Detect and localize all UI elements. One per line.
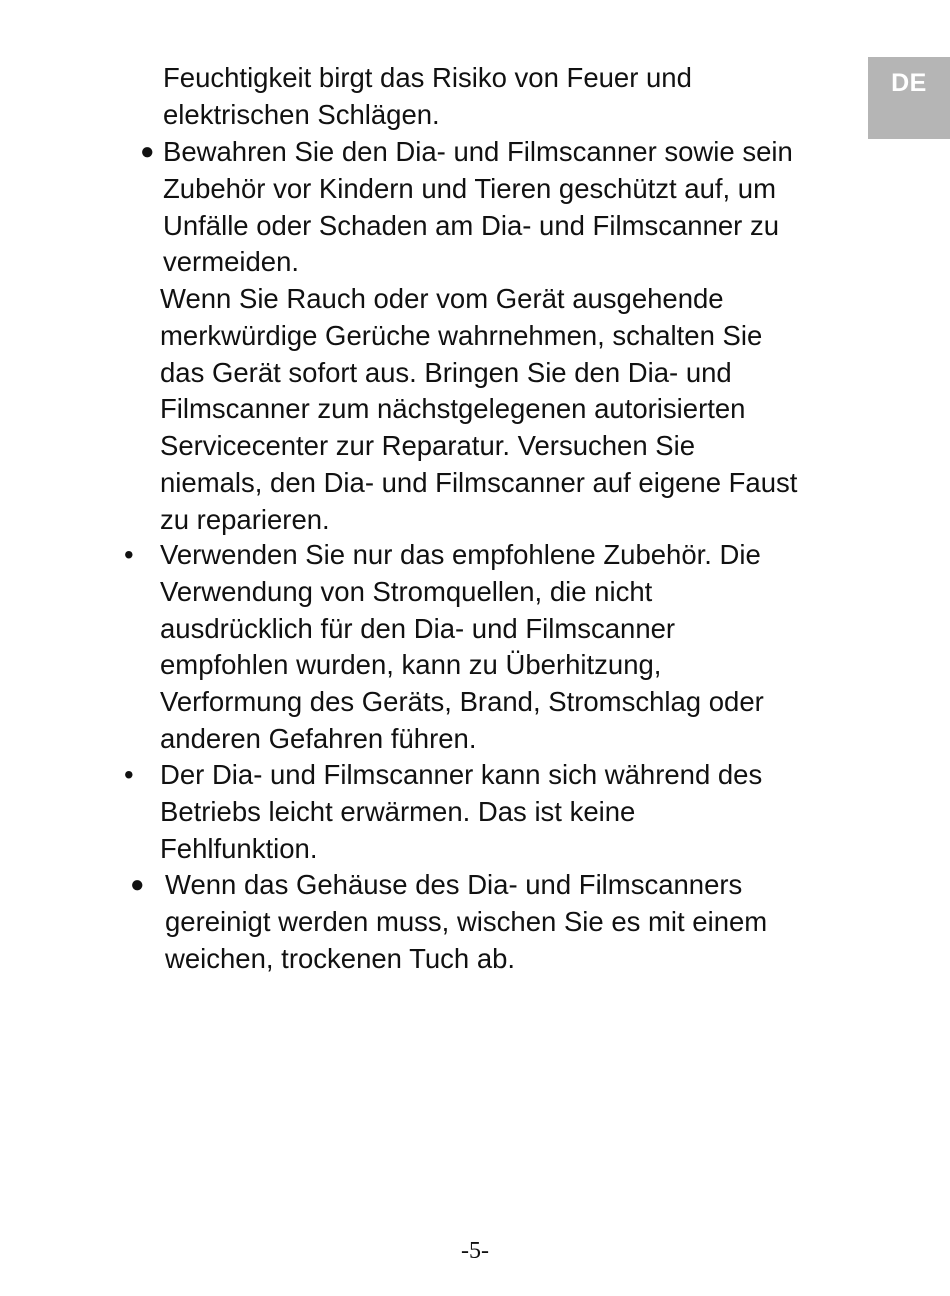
text-line: Unfälle oder Schaden am Dia- und Filmscanner zu <box>163 209 779 241</box>
text-line: Verwenden Sie nur das empfohlene Zubehör. Die <box>160 539 761 570</box>
bullet-marker: • <box>124 759 134 790</box>
bullet-marker: ● <box>130 871 145 898</box>
text-line: das Gerät sofort aus. Bringen Sie den Dia- und <box>160 356 732 388</box>
text-line: vermeiden. <box>163 246 300 278</box>
page-number: -5- <box>461 1238 489 1264</box>
list-item-accessories <box>160 537 764 758</box>
text-line: Feuchtigkeit birgt das Risiko von Feuer und <box>163 62 692 93</box>
text-line: Verformung des Geräts, Brand, Stromschlag oder <box>160 686 764 718</box>
text-line: merkwürdige Gerüche wahrnehmen, schalten Sie <box>160 319 763 351</box>
continuation-text <box>163 60 692 134</box>
text-line: Der Dia- und Filmscanner kann sich während des <box>160 759 763 790</box>
text-line: Wenn Sie Rauch oder vom Gerät ausgehende <box>160 283 724 314</box>
text-line: anderen Gefahren führen. <box>160 722 477 754</box>
language-tab: DE <box>868 57 950 139</box>
text-line: Wenn das Gehäuse des Dia- und Filmscanners <box>165 869 743 900</box>
text-line: Bewahren Sie den Dia- und Filmscanner sowie sein <box>163 136 793 167</box>
text-line: gereinigt werden muss, wischen Sie es mit einem <box>165 905 768 937</box>
text-line: Zubehör vor Kindern und Tieren geschützt auf, um <box>163 172 776 204</box>
bullet-marker: • <box>124 539 134 570</box>
text-line: Verwendung von Stromquellen, die nicht <box>160 575 653 607</box>
text-line: Filmscanner zum nächstgelegenen autorisierten <box>160 393 746 425</box>
text-line: zu reparieren. <box>160 503 330 535</box>
text-line: empfohlen wurden, kann zu Überhitzung, <box>160 649 662 681</box>
text-line: Fehlfunktion. <box>160 832 318 864</box>
text-line: Betriebs leicht erwärmen. Das ist keine <box>160 795 636 827</box>
text-line: niemals, den Dia- und Filmscanner auf eigene Faust <box>160 466 798 498</box>
text-line: weichen, trockenen Tuch ab. <box>165 942 516 974</box>
list-item-cleaning <box>165 867 767 977</box>
text-line: Servicecenter zur Reparatur. Versuchen Sie <box>160 430 696 462</box>
bullet-marker: ● <box>140 138 155 165</box>
text-line: ausdrücklich für den Dia- und Filmscanner <box>160 612 676 644</box>
text-line: elektrischen Schlägen. <box>163 98 440 130</box>
paragraph-smoke-warning <box>160 281 797 539</box>
list-item-heat <box>160 757 762 867</box>
list-item-children-safety <box>163 134 793 281</box>
